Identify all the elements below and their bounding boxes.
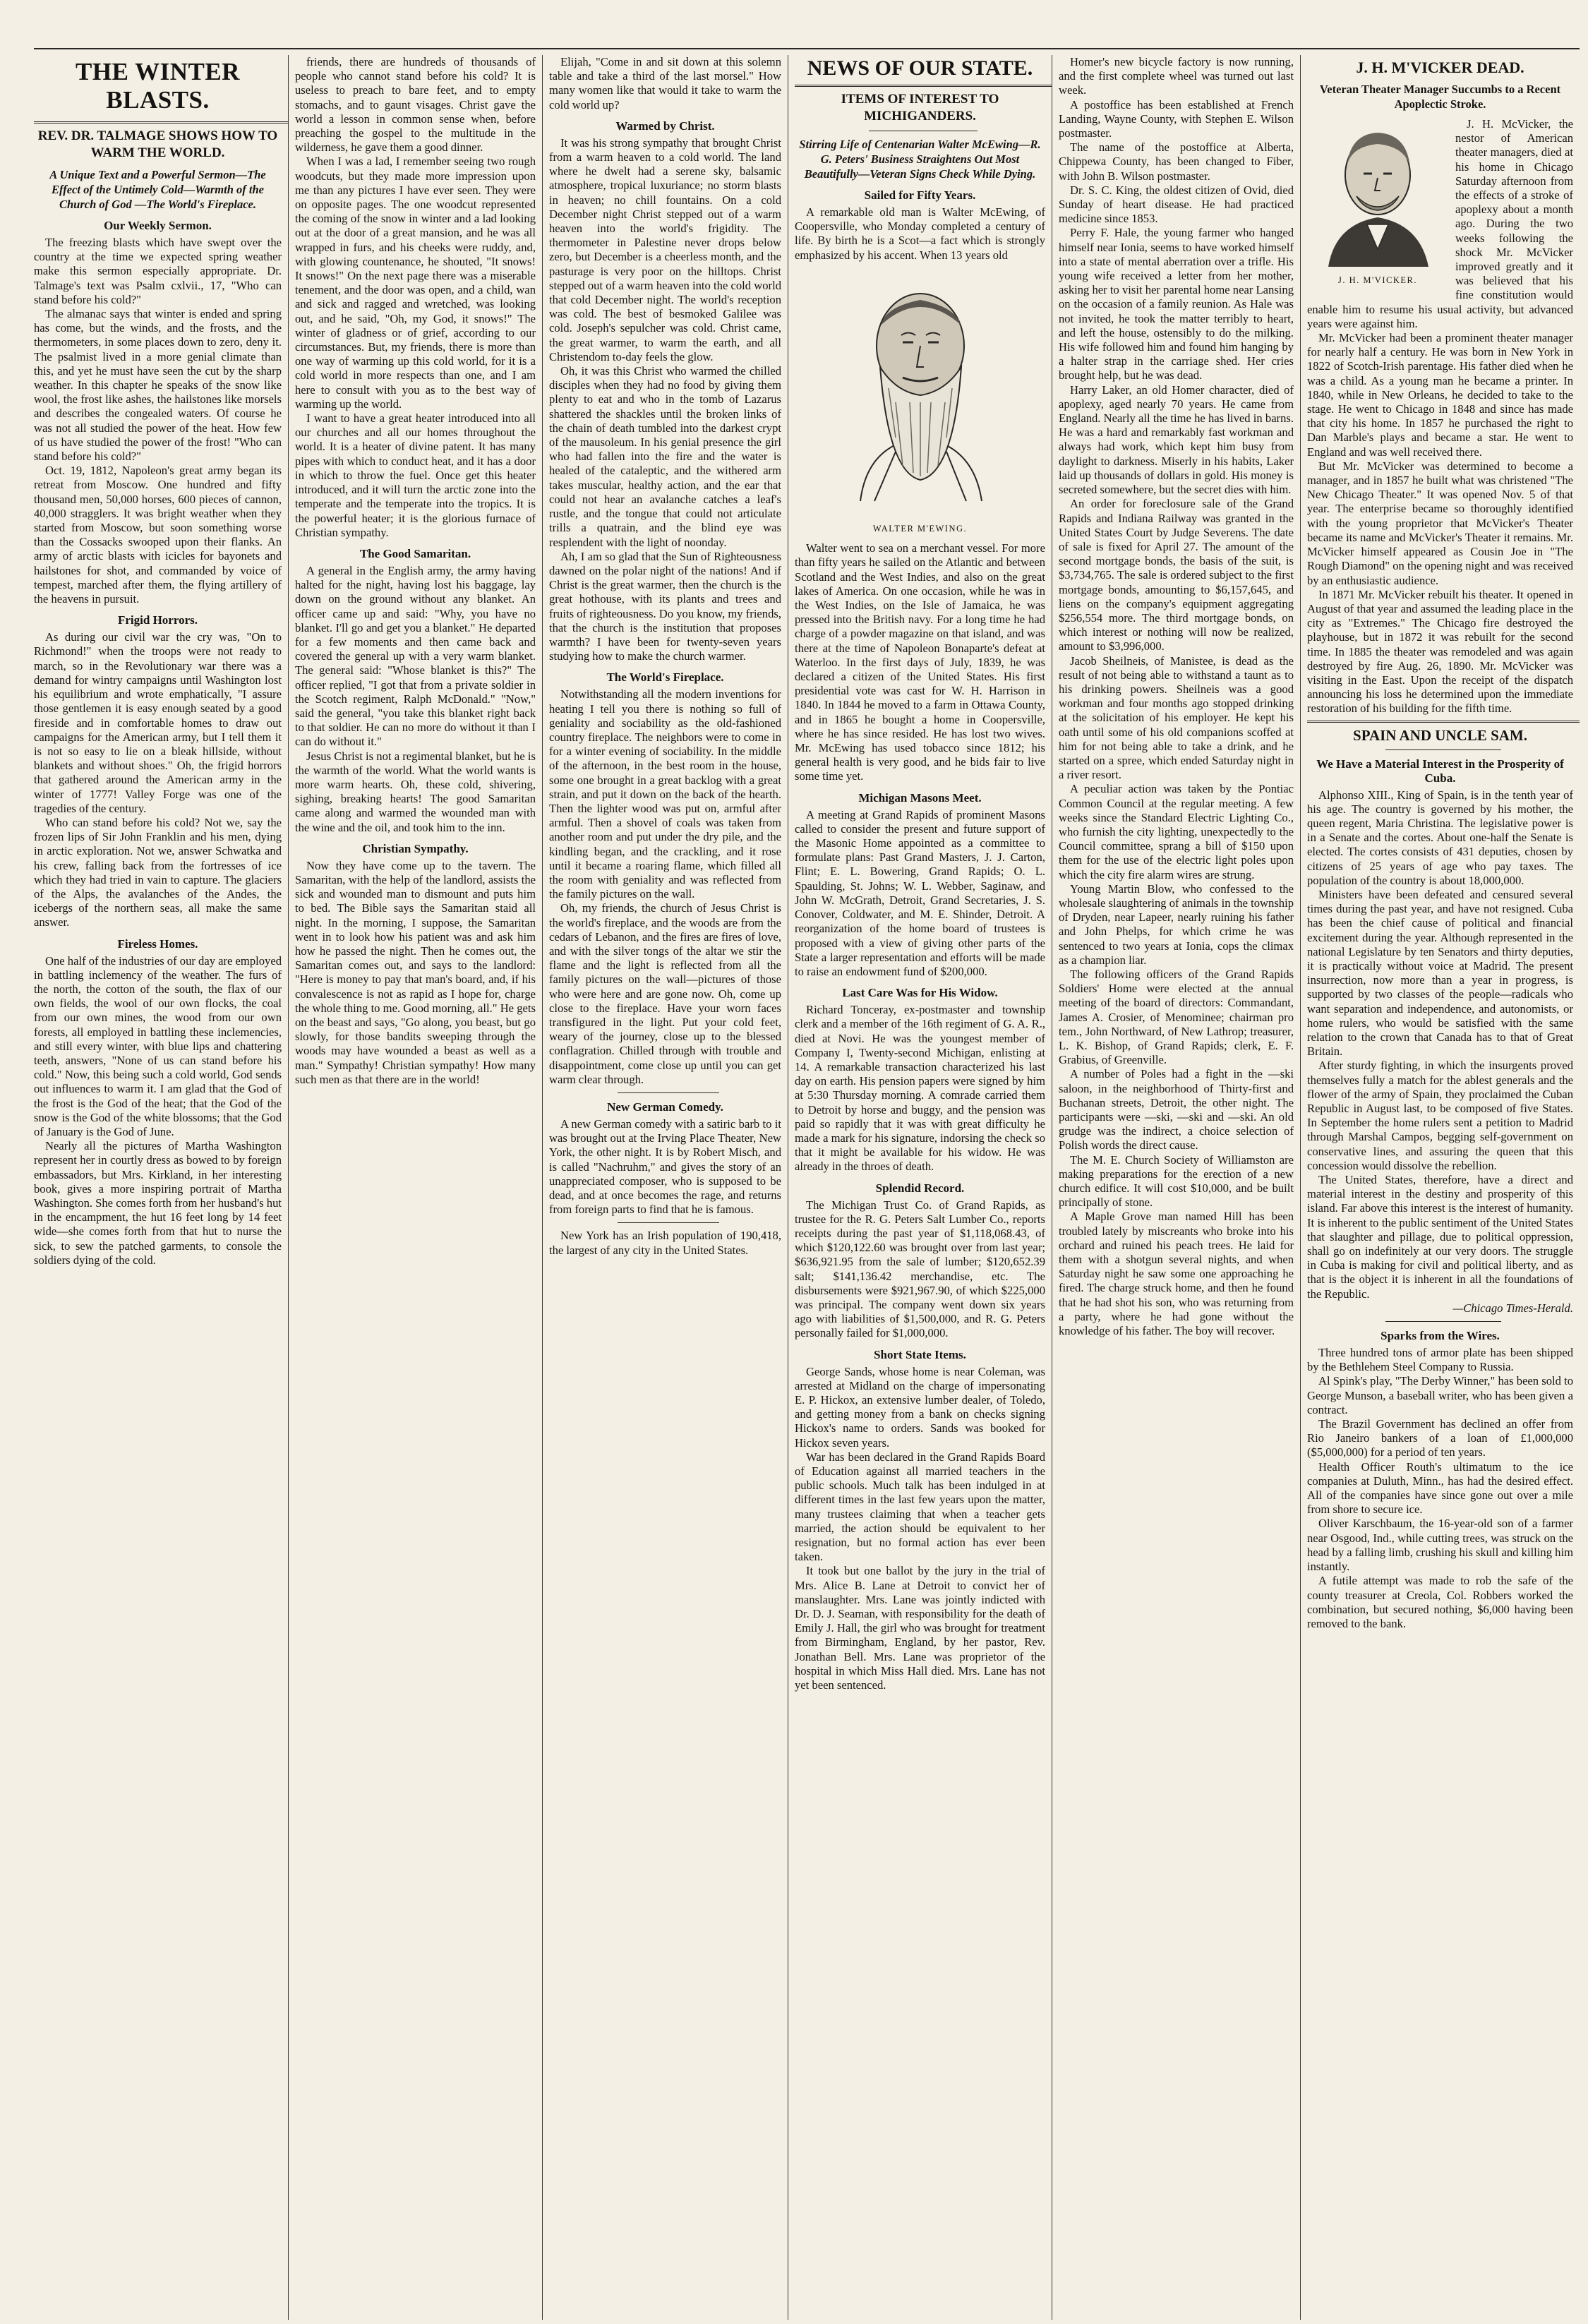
paragraph: As during our civil war the cry was, "On to Richmond!" when the troops were not ready to march, so in the Revolutionary war there was a demand for wintry campaigns until Washington lost his equilibrium and wrote emphatically, "I assure those gentlemen it is easy enough seated by a good fireside and in comfortable homes to draw out campaigns for the American army, but I tell them it is not so easy to lie on a bleak hillside, without blankets and without shoes." Oh, the frigid horrors that gathered around the American army in the winter of 1777! Valley Forge was one of the tragedies of the century. [34,630,282,815]
paragraph: It took but one ballot by the jury in the trial of Mrs. Alice B. Lane at Detroit to convict her of manslaughter. Mrs. Lane was jointly indicted with Dr. D. J. Seaman, with responsibility for the death of Emily J. Hall, the girl who was brought for treatment from Birmingham, England, by her pastor, Rev. Jonathan Bell. Mrs. Lane was proprietor of the hospital in which Miss Hall died. Mrs. Lane has not yet been sentenced. [795,1564,1045,1692]
paragraph: Mr. McVicker had been a prominent theater manager for nearly half a century. He was born in New York in 1822 of Scotch-Irish parentage. His father died when he was a child. As a young man he became a printer. In 1840, while in New Orleans, he decided to take to the stage. He went to Chicago in 1848 and since has made that city his home. In 1857 he purchased the right to Dan Marble's plays and became a star. He went to England and was well received there. [1307,331,1573,459]
section-heading: Frigid Horrors. [118,613,198,627]
deck-mcvicker: Veteran Theater Manager Succumbs to a Recent Apoplectic Stroke. [1319,83,1561,111]
portrait-walter-mcewing [795,268,1052,536]
source-credit: —Chicago Times-Herald. [1452,1301,1573,1315]
paragraph: Perry F. Hale, the young farmer who hanged himself near Ionia, seems to have worked himself into a state of mental aberration over a trifle. His young wife received a letter from her mother, asking her to visit her parental home near Lansing on the occasion of a family reunion. As Hale was not invited, he took the matter terribly to heart, and left the house, ostensibly to do the milking. His wife followed him and found him hanging by a halter strap in the carriage shed. Her cries brought help, but he was dead. [1059,226,1294,383]
paragraph: Ministers have been defeated and censured several times during the past year, and have not resigned. Cuba has been the chief cause of political and financial excitement during the year. Although represented in the national Legislature by ten Senators and thirty deputies, it is practically without voice at Madrid. The present insurrection, now more than a year in progress, is supported by two classes of the people—radicals who want separation and independence, and autonomists, or home rulers, who would be satisfied with the same relation to the crown that Canada has to that of Great Britain. [1307,887,1573,1059]
column-4 [788,55,1052,2320]
paragraph: It was his strong sympathy that brought Christ from a warm heaven to a cold world. The land where he dwelt had a serene sky, balsamic atmosphere, tropical luxuriance; no storm blasts in heaven; no chill fountains. On a cold December night Christ stepped out of a warm heaven into the world's frigidity. The thermometer in Palestine never drops below zero, but December is a cheerless month, and the pasturage is very poor on the hilltops. Christ stepped out of a warm heaven into the cold world that cold December night. The world's reception was cold. The best of besmoked Galilee was cold. Joseph's sepulcher was cold. Christ came, the great warmer, to warm the earth, and all Christendom to-day feels the glow. [549,136,781,363]
paragraph: Al Spink's play, "The Derby Winner," has been sold to George Munson, a baseball writer, who has been given a contract. [1307,1374,1573,1416]
headline-spain-uncle-sam: SPAIN AND UNCLE SAM. [1353,726,1527,744]
paragraph: In 1871 Mr. McVicker rebuilt his theater. It opened in August of that year and assumed the leading place in the city as "Extremes." The Chicago fire destroyed the playhouse, but in 1872 it was rebuilt for the second time. In 1885 the theater was remodeled and was again destroyed by fire Aug. 26, 1890. Mr. McVicker was visiting in the East. Upon the receipt of the dispatch announcing his loss he determined upon the immediate restoration of his building for the fifth time. [1307,587,1573,716]
divider [618,1092,719,1093]
section-heading: Michigan Masons Meet. [858,790,982,805]
paragraph: Elijah, "Come in and sit down at this solemn table and take a third of the last morsel." How many women like that would it take to warm the cold world up? [549,55,781,112]
section-heading: Sparks from the Wires. [1381,1329,1500,1343]
section-heading: Short State Items. [874,1347,966,1361]
section-heading: New German Comedy. [607,1100,723,1114]
section-heading: Sailed for Fifty Years. [864,188,976,202]
mcvicker-lead-block [1307,117,1580,331]
section-heading: Christian Sympathy. [362,841,469,855]
paragraph: Young Martin Blow, who confessed to the wholesale slaughtering of animals in the township of Dryden, near Lapeer, nearly ruining his father and John Phelps, for which crime he was sentenced to two years at Ionia, cops the climax as a champion liar. [1059,881,1294,967]
paragraph: Jesus Christ is not a regimental blanket, but he is the warmth of the world. What the world wants is more warm hearts. Oh, these cold, shivering, sighing, breaking hearts! The good Samaritan came along and warmed the wounded man with the wine and the oil, and took him to the inn. [295,749,536,834]
portrait-caption: WALTER M'EWING. [872,524,968,534]
paragraph: Oh, my friends, the church of Jesus Christ is the world's fireplace, and the woods are from the cedars of Lebanon, and the fires are fires of love, and with the silver tongs of the altar we stir the flame and the light is reflected from all the family pictures on the wall—pictures of those who were here and are gone now. Oh, come up close to the fireplace. Have your worn faces transfigured in the light. Put your cold feet, weary of the journey, close up to the blessed conflagration. Chilled through with trouble and disappointment, come close up until you can get warm clear through. [549,901,781,1086]
paragraph: Oh, it was this Christ who warmed the chilled disciples when they had no food by giving them plenty to eat and who in the tomb of Lazarus shattered the shackles until the broken links of the chain of death tumbled into the darkest crypt of the mausoleum. In his genial presence the girl who had fallen into the fire and the water is healed of the cataleptic, and the withered arm takes muscular, healthy action, and the ear that could not hear an avalanche catches a leaf's rustle, and the tongue that could not articulate trills a quatrain, and the blind eye was resplendent with the light of noonday. [549,364,781,549]
section-heading: Last Care Was for His Widow. [842,986,998,1000]
section-heading: Fireless Homes. [117,937,198,951]
portrait-caption: J. H. M'VICKER. [1338,275,1417,286]
paragraph: Health Officer Routh's ultimatum to the ice companies at Duluth, Minn., has had the desired effect. All of the companies have since gone out over a mile from shore to secure ice. [1307,1459,1573,1517]
paragraph: Alphonso XIII., King of Spain, is in the tenth year of his age. The country is governed by his mother, the queen regent, Maria Christina. The legislative power is in a Senate and the cortes. About one-half the Senate is elected. The cortes consists of 431 deputies, chosen by citizens of 25 years of age who pay taxes. The population of the country is about 18,000,000. [1307,788,1573,887]
paragraph: An order for foreclosure sale of the Grand Rapids and Indiana Railway was granted in the United States Court by Judge Severens. The date of sale is fixed for April 27. The amount of the second mortgage bonds, the basis of the suit, is $3,734,765. The sale is ordered subject to the first mortgage bonds, amounting to $6,157,645, and liens on the company's equipment aggregating $256,554 more. The third mortgage bonds, on which interest or nothing will now be realized, amount to $3,996,000. [1059,497,1294,654]
paragraph: Harry Laker, an old Homer character, died of apoplexy, aged nearly 70 years. He came from England. Nearly all the time he has lived in barns. He was a hard and remarkably fast workman and always had work, which kept him busy from daylight to darkness. Miserly in his habits, Laker laid up thousands of dollars in gold. His money is secreted somewhere, but the secret dies with him. [1059,383,1294,497]
paragraph: The M. E. Church Society of Williamston are making preparations for the erection of a new church edifice. It will cost $10,000, and be built principally of stone. [1059,1152,1294,1210]
paragraph: George Sands, whose home is near Coleman, was arrested at Midland on the charge of impersonating E. P. Hickox, an extensive lumber dealer, of Toledo, and getting money from a bank on checks signing Hickox's name to orders. Sands was booked for Hickox seven years. [795,1364,1045,1450]
engraved-portrait-icon [1307,119,1448,267]
paragraph: Walter went to sea on a merchant vessel. For more than fifty years he sailed on the Atlantic and between Scotland and the West Indies, and also on the great lakes of America. On one occasion, while he was in the West Indies, on the Isle of Jamaica, he was pressed into the British navy. For a long time he had charge of a powder magazine on that island, and was there at the time of Napoleon Bonaparte's defeat at Waterloo. In the first days of July, 1839, he was declared a citizen of the United States. His first presidential vote was cast for W. H. Harrison in 1840. In 1844 he moved to a farm in Ottawa County, and in 1865 he bought a home in Coopersville, where he has since resided. He has lost two wives. Mr. McEwing has used tobacco since 1812; his general health is very good, and he bids fair to live some time yet. [795,541,1045,783]
divider [1385,749,1500,750]
paragraph: A postoffice has been established at French Landing, Wayne County, with Stephen E. Wilson postmaster. [1059,97,1294,140]
section-heading: Splendid Record. [875,1181,965,1195]
paragraph: The United States, therefore, have a direct and material interest in the destiny and prosperity of this island. Far above this interest is the interest of humanity. It is inherent to the public sentiment of the United States that slaughter and pillage, due to political oppression, shall go on indefinitely at our very doors. The struggle in Cuba is making for civil and political liberty, and as that is the object it is inherent in all the foundations of the Republic. [1307,1173,1573,1301]
paragraph: Now they have come up to the tavern. The Samaritan, with the help of the landlord, assists the sick and wounded man to dismount and puts him to bed. The Bible says the Samaritan staid all night. In the morning, I suppose, the Samaritan went in to look how his patient was and ask him how he passed the night. Then he comes out, the Samaritan comes out, and says to the landlord: "Here is money to pay that man's board, and, if his convalescence is not as rapid as I hope for, charge the whole thing to me. Good morning, all." He gets on the beast and says, "Go along, you beast, but go slowly, for those bandits sweeping through the woods may have wounded a beast as well as a man." Sympathy! Christian sympathy! How many such men as that there are in the world! [295,858,536,1086]
column-3 [542,55,788,2320]
paragraph: Oct. 19, 1812, Napoleon's great army began its retreat from Moscow. One hundred and fifty thousand men, 50,000 horses, 600 pieces of cannon, 40,000 stragglers. It was bright weather when they started from Moscow, but soon something worse than the Cossacks swooped upon their flanks. An army of arctic blasts with icicles for bayonets and hailstones for shot, and commanded by voice of tempest, marched after them, the flying artillery of the heavens in pursuit. [34,464,282,606]
paragraph: Ah, I am so glad that the Sun of Righteousness dawned on the polar night of the nations! And if Christ is the great warmer, then the church is the great hothouse, with its plants and trees and fruits of righteousness. Do you know, my friends, that the church is the institution that proposes warmth? I have been for twenty-seven years studying how to make the church warmer. [549,549,781,663]
paragraph: War has been declared in the Grand Rapids Board of Education against all married teachers in the public schools. Much talk has been indulged in at different times in the last few years upon the matter, many trustees claiming that when a teacher gets married, the action should be equivalent to her resignation, but no formal action has ever been taken. [795,1450,1045,1564]
section-heading: The Good Samaritan. [359,546,471,560]
paragraph: A number of Poles had a fight in the —ski saloon, in the neighborhood of Thirty-first and Buchanan streets, Detroit, the other night. The participants were —ski, —ski and —ski. An old grudge was the indirect, a choice selection of Polish words the direct cause. [1059,1067,1294,1152]
section-heading: Warmed by Christ. [615,119,715,133]
paragraph: The Michigan Trust Co. of Grand Rapids, as trustee for the R. G. Peters Salt Lumber Co., reports receipts during the past year of $1,118,068.43, of which $120,122.60 was brought over from last year; $636,921.95 from the sale of lumber; $120,652.39 salt; $141,136.42 merchandise, etc. The disbursements were $921,967.90, of which $225,000 was principal. The company went down six years ago with liabilities of $1,500,000, and R. G. Peters personally failed for $1,000,000. [795,1198,1045,1340]
headline-winter-blasts: THE WINTER BLASTS. [76,58,240,114]
column-1 [34,55,288,2320]
paragraph: Homer's new bicycle factory is now running, and the first complete wheel was turned out last week. [1059,55,1294,97]
paragraph: Notwithstanding all the modern inventions for heating I tell you there is nothing so full of geniality and sociability as the old-fashioned country fireplace. The neighbors were to come in for a winter evening of sociability. In the middle of the afternoon, in the best room in the house, some one brought in a great backlog with a great strain, and put it down on the back of the hearth. Then the lighter wood was put on, armful after armful. Then a shovel of coals was taken from another room and put under the dry pile, and the kindling began, and the crackling, and it rose until it became a roaring flame, which filled all the room with geniality and was reflected from the family pictures on the wall. [549,687,781,901]
paragraph: Who can stand before his cold? Not we, say the frozen lips of Sir John Franklin and his men, dying in arctic exploration. Not we, answer Schwatka and his crew, falling back from the fortresses of ice which they had tried in vain to capture. The glaciers of the Alps, the avalanches of the Andes, the icebergs of the northern seas, all make the same answer. [34,815,282,929]
paragraph: A remarkable old man is Walter McEwing, of Coopersville, who Monday completed a century of life. By birth he is a Scot—a fact which is strongly emphasized by his accent. When 13 years old [795,205,1045,262]
section-heading: Our Weekly Sermon. [104,219,212,232]
column-2 [288,55,542,2320]
paragraph: The almanac says that winter is ended and spring has come, but the winds, and the frosts, and the thermometers, in some places down to zero, deny it. The psalmist lived in a more genial climate than this, and yet he must have seen the cut by the sharp weather. In this chapter he speaks of the snow like wool, the frost like ashes, the hailstones like morsels and describes the congealed waters. Of course he was not all studied the power of the heat. How few of us have studied the power of the frost! "Who can stand before his cold?" [34,307,282,464]
divider [1307,721,1580,723]
paragraph: Oliver Karschbaum, the 16-year-old son of a farmer near Osgood, Ind., while cutting trees, was struck on the head by a falling limb, crushing his skull and killing him instantly. [1307,1517,1573,1574]
paragraph: The name of the postoffice at Alberta, Chippewa County, has been changed to Fiber, with John B. Wilson postmaster. [1059,140,1294,183]
headline-mcvicker: J. H. M'VICKER DEAD. [1356,59,1524,76]
paragraph: A meeting at Grand Rapids of prominent Masons called to consider the present and future support of the Masonic Home appointed as a committee to formulate plans: Past Grand Masters, J. J. Carton, Flint; E. L. Bowering, Grand Rapids; O. L. Spaulding, St. Johns; W. L. Webber, Saginaw, and John W. McGrath, Detroit, Grand Secretaries, J. S. Conover, Coldwater, and M. E. Shinder, Detroit. A reorganization of the home board of trustees is proposed with a view of giving other parts of the State a larger representation and efforts will be made to raise an endowment fund of $200,000. [795,807,1045,978]
paragraph: J. H. McVicker, the nestor of American theater managers, died at his home in Chicago Saturday afternoon from the effects of a stroke of apoplexy about a month ago. During the two weeks following the shock Mr. McVicker improved greatly and it was believed that his fine constitution would enable him to resume his usual activity, but advanced years were against him. [1307,117,1573,330]
masthead-rule [34,48,1580,49]
paragraph: The following officers of the Grand Rapids Soldiers' Home were elected at the annual meeting of the board of directors: Commandant, James A. Crosier, of Menominee; chairman pro tem., John Northward, of New Lathrop; treasurer, L. K. Bishop, of Grand Rapids; clerk, E. F. Grabius, of Greenville. [1059,968,1294,1067]
subhead-michiganders: ITEMS OF INTEREST TO MICHIGANDERS. [841,92,999,124]
divider [795,85,1052,87]
divider [618,1222,719,1223]
headline-news-of-state: NEWS OF OUR STATE. [807,56,1033,80]
paragraph: Nearly all the pictures of Martha Washington represent her in courtly dress as bowed to by foreign embassadors, but Mrs. Kirkland, in her interesting book, gives a more inspiring portrait of Martha Washington. She comes forth from her husband's hut in the encampment, the hut 16 feet long by 14 feet wide—she comes forth from that hut to nurse the sick, to sew the patched garments, to console the soldiers dying of the cold. [34,1139,282,1267]
portrait-mcvicker [1307,119,1448,287]
paragraph: A new German comedy with a satiric barb to it was brought out at the Irving Place Theater, New York, the other night. It is by Robert Misch, and is called "Nachruhm," and gives the story of an unappreciated composer, who is supposed to be dead, and at once becomes the rage, and returns from foreign parts to find that he is famous. [549,1117,781,1217]
engraved-portrait-icon [797,268,1044,515]
column-5 [1052,55,1300,2320]
paragraph: A futile attempt was made to rob the safe of the county treasurer at Creola, Col. Robbers worked the combination, but secured nothing, $6,000 having been removed to the bank. [1307,1574,1573,1630]
paragraph: friends, there are hundreds of thousands of people who cannot stand before his cold? It is useless to preach to bare feet, and to empty stomachs, and to gaunt visages. Christ gave the world a lesson in common sense when, before preaching the gospel to the multitude in the wilderness, he gave them a good dinner. [295,55,536,155]
paragraph: Dr. S. C. King, the oldest citizen of Ovid, died Sunday of heart disease. He had practiced medicine since 1853. [1059,183,1294,226]
paragraph: One half of the industries of our day are employed in battling inclemency of the weather. The furs of the north, the cotton of the south, the flax of our own fields, the wool of our own flocks, the coal from our own mines, the wood from our own forests, all employed in battling these inclemencies, and still every winter, with blue lips and chattering teeth, answers, "None of us can stand before his cold." Now, this being such a cold world, God sends out influences to warm it. I am glad that the God of the frost is the God of the heat; that the God of the snow is the God of the white blossoms; that the God of January is the God of June. [34,953,282,1138]
deck-state-news: Stirring Life of Centenarian Walter McEwing—R. G. Peters' Business Straightens Out Most Beautifully—Veteran Signs Check While Dying. [799,138,1041,181]
paragraph: After sturdy fighting, in which the insurgents proved themselves fully a match for the ablest generals and the flower of the army of Spain, they proclaimed the Cuban Republic in August last, to be composed of five States. In September the home rulers sent a petition to Madrid through Marshal Campos, begging self-government on conservative lines, and assuring the queen that this concession would dissolve the rebellion. [1307,1059,1573,1172]
paragraph: Three hundred tons of armor plate has been shipped by the Bethlehem Steel Company to Russia. [1307,1346,1573,1374]
paragraph: The freezing blasts which have swept over the country at the time we expected spring weather make this sermon especially appropriate. Dr. Talmage's text was Psalm cxlvii., 17, "Who can stand before his cold?" [34,236,282,306]
divider [34,121,288,124]
deck-talmage: A Unique Text and a Powerful Sermon—The Effect of the Untimely Cold—Warmth of the Church of God —The World's Fireplace. [49,168,266,211]
paragraph: But Mr. McVicker was determined to become a manager, and in 1857 he built what was christened "The New Chicago Theater." It was opened Nov. 5 of that year. The enterprise became so thoroughly identified with the young proprietor that McVicker's Theater became its name and McVicker's Theater it remains. Mr. McVicker himself appeared as Cousin Joe in "The Rough Diamond" on the opening night and was received by an enthusiastic audience. [1307,459,1573,587]
column-6 [1300,55,1580,2320]
paragraph: Jacob Sheilneis, of Manistee, is dead as the result of not being able to withstand a taunt as to his drinking powers. Sheilneis was a good workman and four months ago stopped drinking at the solicitation of his employer. He kept his oath until some of his old companions scoffed at him for not being able to take a drink, and he started on a spree, which ended Saturday night in a river resort. [1059,654,1294,782]
paragraph: A general in the English army, the army having halted for the night, having lost his baggage, lay down on the ground without any blanket. An officer came up and said: "Why, you have no blanket. I'll go and get you a blanket." He departed for a few moments and then came back and covered the general up with a very warm blanket. The general said: "Whose blanket is this?" The officer replied, "I got that from a private soldier in the Scotch regiment, Ralph McDonald." "Now," said the general, "you take this blanket right back to that soldier. He can no more do without it than I can do without it." [295,563,536,749]
section-heading: The World's Fireplace. [606,670,724,685]
subhead-talmage: REV. DR. TALMAGE SHOWS HOW TO WARM THE WORLD. [37,128,278,160]
paragraph: The Brazil Government has declined an offer from Rio Janeiro bankers of a loan of £1,000,000 ($5,000,000) for a period of ten years. [1307,1417,1573,1459]
paragraph: A Maple Grove man named Hill has been troubled lately by miscreants who broke into his orchard and ruined his peach trees. He laid for them with a shotgun several nights, and when Saturday night he saw some one approaching he fired. The charge struck home, and then he found that he had shot his son, who was returning from a party, where he had gone without the knowledge of his father. The boy will recover. [1059,1210,1294,1338]
paragraph: A peculiar action was taken by the Pontiac Common Council at the regular meeting. A few weeks since the Standard Electric Lighting Co., who furnish the city lighting, unexpectedly to the Council committee, sprang a bill of $150 upon them for the use of the electric light poles upon which the city fire alarm wires are strung. [1059,782,1294,881]
paragraph: Richard Tonceray, ex-postmaster and township clerk and a member of the 16th regiment of G. A. R., died at Novi. He was the youngest member of Company I, Twenty-second Michigan, enlisting at 14. A remarkable transaction characterized his last day on earth. His pension papers were signed by him at 5:30 Thursday morning. A comrade carried them to Detroit by horse and buggy, and the pension was paid so rapidly that it was with great difficulty he made a mark for his signature, indorsing the check so that it might be available for his widow. He was already in the throes of death. [795,1003,1045,1174]
paragraph: I want to have a great heater introduced into all our churches and all our homes throughout the world. It is a heater of divine patent. It has many pipes with which to conduct heat, and it has a door in which to throw the fuel. Once get this heater introduced, and it will turn the arctic zone into the temperate and the temperate into the tropics. It is the powerful heater; it is the glorious furnace of Christian sympathy. [295,411,536,539]
divider [1385,1321,1500,1322]
section-heading: We Have a Material Interest in the Prosperity of Cuba. [1316,757,1564,785]
paragraph: New York has an Irish population of 190,418, the largest of any city in the United States. [549,1229,781,1257]
paragraph: When I was a lad, I remember seeing two rough woodcuts, but they made more impression upon me than any pictures I have ever seen. They were on opposite pages. The one woodcut represented the coming of the snow in winter and a lad looking out at the door of a great mansion, and he was all wrapped in furs, and his cheeks were ruddy, and, with glowing countenance, he shouted, "It snows! It snows!" On the next page there was a miserable tenement, and the door was open, and a child, wan and sick and ragged and wretched, was looking out, and he said, "Oh, my God, it snows!" The winter of gladness or of grief, according to our circumstances. But, my friends, there is more than one way of warming up this cold world, for it is a cold world in more respects than one, and I am here to consult with you as to the best way of warming up the world. [295,155,536,411]
